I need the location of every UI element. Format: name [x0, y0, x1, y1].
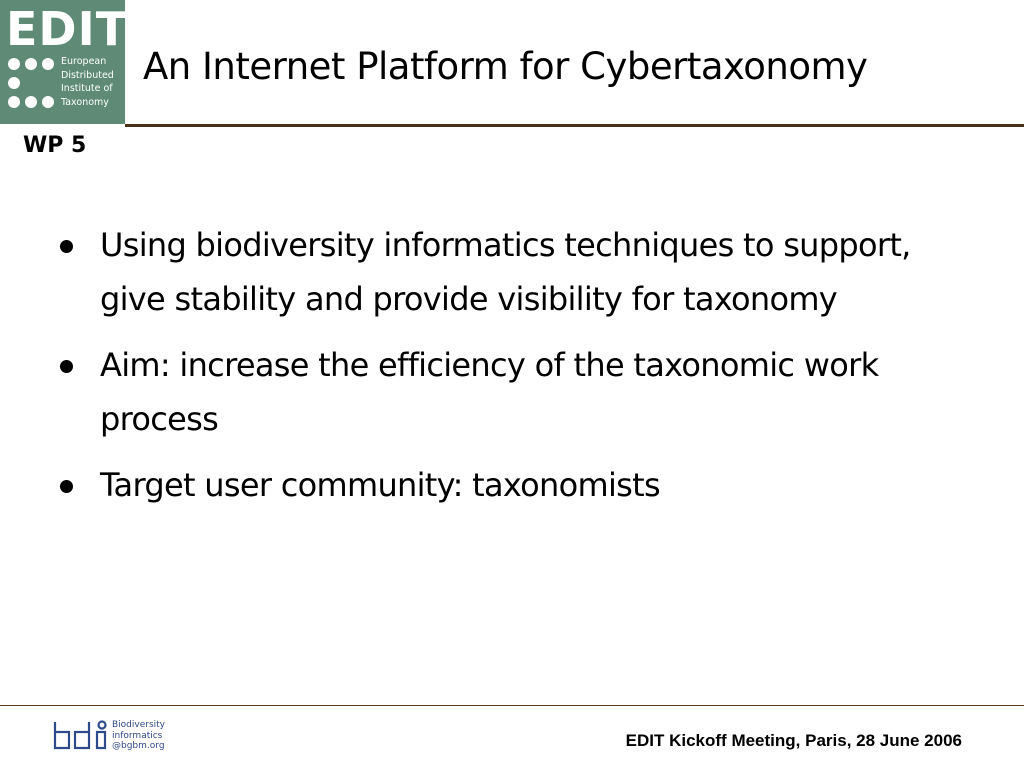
edit-logo-line: Taxonomy	[61, 96, 109, 108]
logo-dot	[8, 77, 20, 89]
bdi-logo-line: @bgbm.org	[112, 741, 165, 751]
logo-dot	[8, 96, 20, 108]
bullet-item	[56, 218, 956, 326]
edit-logo-text	[61, 55, 123, 109]
edit-logo	[0, 0, 129, 124]
bullet-dot-icon	[60, 360, 73, 373]
bullet-text: Using biodiversity informatics techniques to support, give stability and provide visibility for taxonomy	[100, 226, 911, 318]
bdi-logo-icon	[52, 720, 110, 752]
logo-dot	[42, 58, 54, 70]
bullet-dot-icon	[60, 240, 73, 253]
edit-logo-word: EDIT	[6, 2, 129, 56]
footer-meeting-text: EDIT Kickoff Meeting, Paris, 28 June 2006	[625, 731, 962, 750]
edit-logo-line: Distributed	[61, 69, 114, 81]
bullet-list	[56, 218, 956, 524]
footer-divider	[0, 705, 1024, 706]
slide-title: An Internet Platform for Cybertaxonomy	[143, 45, 868, 88]
title-divider	[125, 124, 1024, 127]
logo-dot	[42, 96, 54, 108]
bullet-text: Aim: increase the efficiency of the taxonomic work process	[100, 346, 879, 438]
logo-dot	[25, 58, 37, 70]
edit-logo-dots	[8, 58, 58, 112]
bdi-logo-line: Biodiversity	[112, 720, 166, 730]
logo-dot	[25, 96, 37, 108]
edit-logo-line: European	[61, 56, 107, 67]
bdi-logo-line: informatics	[112, 730, 163, 741]
bgbm-logo	[52, 718, 172, 756]
bullet-dot-icon	[60, 480, 73, 493]
logo-dot	[8, 58, 20, 70]
bdi-logo-text	[112, 720, 165, 752]
bullet-item	[56, 338, 956, 446]
bullet-item	[56, 458, 956, 512]
bullet-text: Target user community: taxonomists	[100, 466, 660, 504]
work-package-label: WP 5	[23, 133, 87, 158]
edit-logo-line: Institute of	[61, 83, 113, 94]
